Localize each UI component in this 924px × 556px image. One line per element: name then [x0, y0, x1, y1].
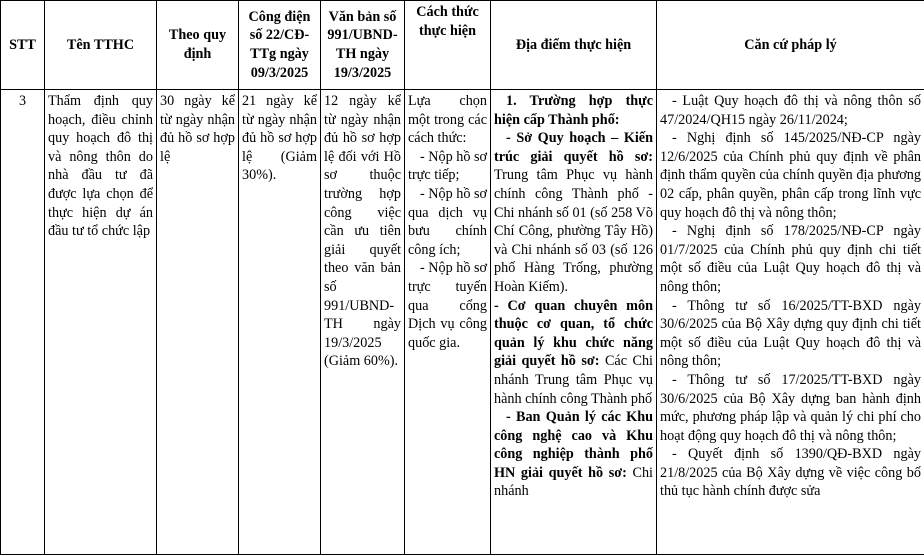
- cell-stt: 3: [1, 90, 45, 555]
- dia-diem-item-text: Các Chi nhánh Trung tâm Phục vụ hành chính công Thành phố: [494, 353, 653, 407]
- cach-thuc-option: - Nộp hồ sơ trực tiếp;: [408, 148, 488, 184]
- header-can-cu: Căn cứ pháp lý: [657, 1, 924, 90]
- can-cu-item: - Thông tư số 16/2025/TT-BXD ngày 30/6/2025 của Bộ Xây dựng quy định chi tiết một số điều của Luật Quy hoạch đô thị và nông thôn;: [660, 297, 921, 370]
- can-cu-item: - Quyết định số 1390/QĐ-BXD ngày 21/8/2025 của Bộ Xây dựng về việc công bố thủ tục hành chính được sửa: [660, 446, 921, 500]
- header-theo-quy-dinh: Theo quy định: [157, 1, 239, 90]
- dia-diem-item-title: - Cơ quan chuyên môn thuộc cơ quan, tổ chức quản lý khu chức năng giải quyết hồ sơ:: [494, 297, 653, 370]
- cach-thuc-option: - Nộp hồ sơ qua dịch vụ bưu chính công ích;: [408, 185, 488, 258]
- dia-diem-item: [494, 297, 653, 409]
- cell-can-cu: [657, 90, 924, 555]
- cell-cong-dien: 21 ngày kể từ ngày nhận đủ hồ sơ hợp lệ (Giảm 30%).: [239, 90, 321, 555]
- cach-thuc-intro: Lựa chọn một trong các cách thức:: [408, 93, 487, 147]
- header-cong-dien: Công điện số 22/CĐ-TTg ngày 09/3/2025: [239, 1, 321, 90]
- header-dia-diem: Địa điểm thực hiện: [491, 1, 657, 90]
- cell-dia-diem: [491, 90, 657, 555]
- can-cu-item: - Nghị định số 178/2025/NĐ-CP ngày 01/7/2025 của Chính phủ quy định chi tiết một số điều của Luật Quy hoạch đô thị và nông thôn;: [660, 223, 921, 295]
- header-ten-tthc: Tên TTHC: [45, 1, 157, 90]
- header-stt: STT: [1, 1, 45, 90]
- dia-diem-heading: 1. Trường hợp thực hiện cấp Thành phố:: [494, 93, 653, 128]
- can-cu-item: - Nghị định số 145/2025/NĐ-CP ngày 12/6/2025 của Chính phủ quy định về phân định thẩm quyền của chính quyền địa phương 02 cấp, phân quyền, phân cấp trong lĩnh vực quy hoạch đô thị và nông thôn;: [660, 130, 921, 221]
- dia-diem-item-title: - Sở Quy hoạch – Kiến trúc giải quyết hồ sơ:: [494, 130, 653, 165]
- header-row: [1, 1, 924, 90]
- dia-diem-item-text: Chi nhánh: [494, 464, 653, 500]
- dia-diem-item-text: Trung tâm Phục vụ hành chính công Thành phố - Chi nhánh số 01 (số 258 Võ Chí Công, phường Tây Hồ) và Chi nhánh số 03 (số 126 phố Hàng Trống, phường Hoàn Kiếm).: [494, 167, 653, 295]
- dia-diem-item-title: - Ban Quản lý các Khu công nghệ cao và Khu công nghiệp thành phố HN giải quyết hồ sơ:: [494, 409, 653, 481]
- cell-van-ban: 12 ngày kể từ ngày nhận đủ hồ sơ hợp lệ đối với Hồ sơ thuộc trường hợp công việc cần ưu tiên giải quyết theo văn bản số 991/UBND-TH ngày 19/3/2025 (Giảm 60%).: [321, 90, 405, 555]
- can-cu-item: - Luật Quy hoạch đô thị và nông thôn số 47/2024/QH15 ngày 26/11/2024;: [660, 93, 921, 128]
- cell-ten-tthc: Thẩm định quy hoạch, điều chỉnh quy hoạch đô thị và nông thôn do nhà đầu tư đã được lựa chọn để thực hiện dự án đầu tư tổ chức lập: [45, 90, 157, 555]
- table-row: [1, 90, 924, 555]
- cach-thuc-option: - Nộp hồ sơ trực tuyến qua cổng Dịch vụ công quốc gia.: [408, 260, 488, 351]
- can-cu-item: - Thông tư số 17/2025/TT-BXD ngày 30/6/2025 của Bộ Xây dựng ban hành định mức, phương pháp lập và quản lý chi phí cho hoạt động quy hoạch đô thị và nông thôn;: [660, 371, 921, 444]
- dia-diem-item: [494, 408, 653, 501]
- cell-theo-quy-dinh: 30 ngày kể từ ngày nhận đủ hồ sơ hợp lệ: [157, 90, 239, 555]
- header-cach-thuc: Cách thức thực hiện: [405, 1, 491, 90]
- cell-cach-thuc: [405, 90, 491, 555]
- dia-diem-item: [494, 129, 653, 296]
- header-van-ban: Văn bản số 991/UBND-TH ngày 19/3/2025: [321, 1, 405, 90]
